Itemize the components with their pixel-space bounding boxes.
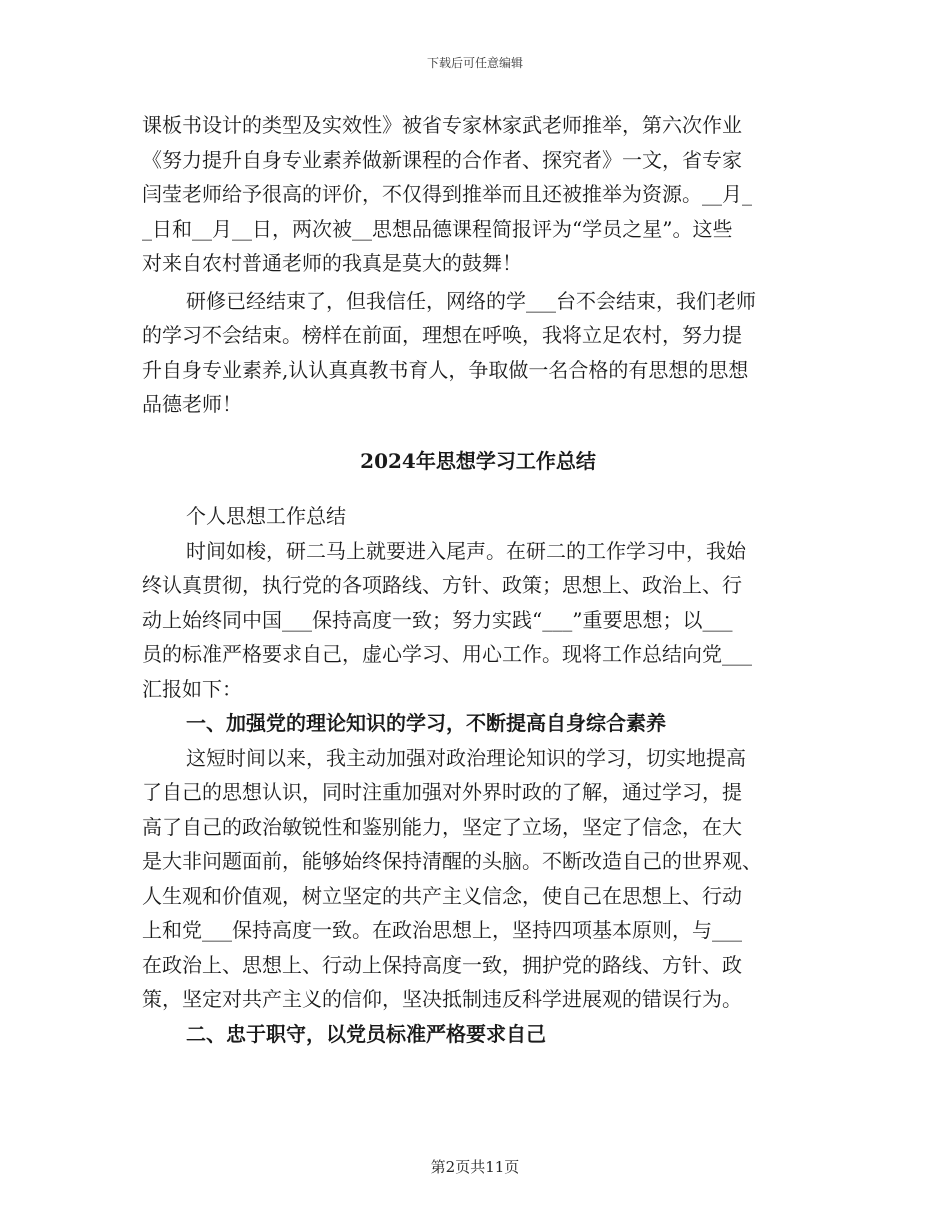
text-line: 品德老师！ [142,392,242,416]
page-header: 下载后可任意编辑 [426,56,523,70]
section-heading-1: 一、加强党的理论知识的学习，不断提高自身综合素养 [186,711,666,735]
text-line: 的学习不会结束。榜样在前面，理想在呼唤，我将立足农村，努力提 [142,323,742,347]
document-title: 2024年思想学习工作总结 [360,448,596,473]
text-line: 对来自农村普通老师的我真是莫大的鼓舞！ [142,251,522,275]
text-line: 终认真贯彻，执行党的各项路线、方针、政策；思想上、政治上、行 [142,573,742,597]
paragraph-continuation [142,108,814,281]
text-line: _日和__月__日，两次被__思想品德课程简报评为“学员之星”。这些 [142,216,733,241]
page-number: 第2页共11页 [430,1158,520,1176]
text-line: 高了自己的政治敏锐性和鉴别能力，坚定了立场，坚定了信念，在大 [142,814,742,839]
paragraph-intro [142,534,814,707]
text-line: 在政治上、思想上、行动上保持高度一致，拥护党的路线、方针、政 [142,952,742,977]
text-line: 研修已经结束了，但我信任，网络的学___台不会结束，我们老师 [186,288,756,313]
text-line: 这短时间以来，我主动加强对政治理论知识的学习，切实地提高 [186,745,746,770]
text-line: 汇报如下： [142,676,242,701]
section-heading-2: 二、忠于职守，以党员标准严格要求自己 [186,1021,546,1046]
text-line: 升自身专业素养,认认真真教书育人，争取做一名合格的有思想的思想 [142,357,749,382]
text-line: 闫莹老师给予很高的评价，不仅得到推举而且还被推举为资源。__月_ [142,182,752,206]
text-line: 了自己的思想认识，同时注重加强对外界时政的了解，通过学习，提 [142,780,742,804]
document-subtitle: 个人思想工作总结 [186,504,346,528]
text-line: 《努力提升自身专业素养做新课程的合作者、探究者》一文，省专家 [142,147,742,172]
text-line: 是大非问题面前，能够始终保持清醒的头脑。不断改造自己的世界观、 [142,849,762,873]
paragraph-closing [142,284,814,422]
text-line: 人生观和价值观，树立坚定的共产主义信念，使自己在思想上、行动 [142,883,742,908]
text-line: 时间如梭，研二马上就要进入尾声。在研二的工作学习中，我始 [186,538,746,563]
text-line: 课板书设计的类型及实效性》被省专家林家武老师推举，第六次作业 [142,113,742,137]
document-body [142,108,814,1051]
text-line: 策，坚定对共产主义的信仰，坚决抵制违反科学进展观的错误行为。 [142,987,742,1011]
text-line: 动上始终同中国___保持高度一致；努力实践“___”重要思想；以___ [142,607,733,632]
text-line: 员的标准严格要求自己，虚心学习、用心工作。现将工作总结向党___ [142,642,752,666]
paragraph-section-1 [142,741,814,1017]
text-line: 上和党___保持高度一致。在政治思想上，坚持四项基本原则，与___ [142,918,742,942]
